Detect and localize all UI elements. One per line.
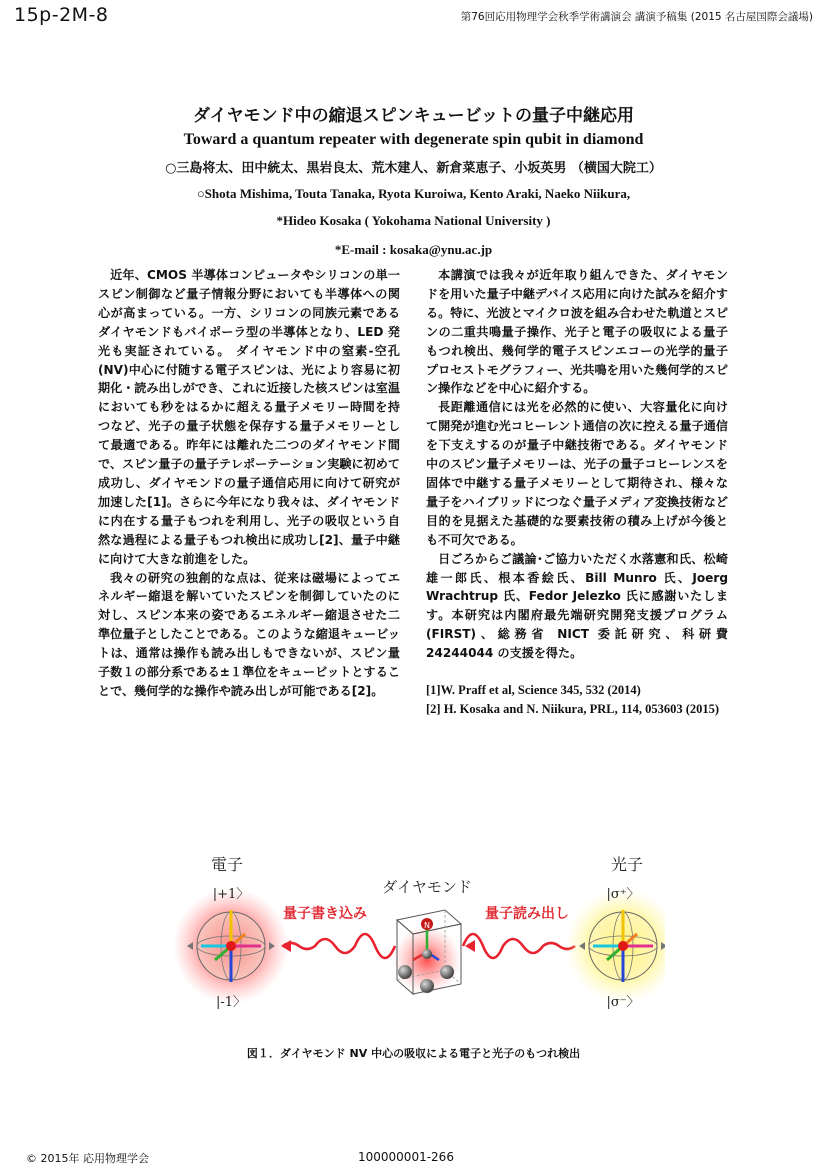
label-electron: 電子	[210, 855, 244, 874]
label-diamond: ダイヤモンド	[382, 878, 472, 896]
conference-header: 第76回応用物理学会秋季学術講演会 講演予稿集 (2015 名古屋国際会議場)	[460, 11, 813, 23]
diamond-nv-center	[393, 910, 461, 994]
photon-poincare-sphere	[565, 887, 665, 1010]
title-japanese: ダイヤモンド中の縮退スピンキュービットの量子中継応用	[193, 106, 634, 126]
label-quantum-write: 量子書き込み	[283, 906, 367, 922]
ket-plus-one: |+1〉	[212, 887, 250, 902]
arrow-right-icon	[465, 940, 475, 952]
footer-page-id: 100000001-266	[358, 1150, 454, 1164]
authors-english-line1: ○Shota Mishima, Touta Tanaka, Ryota Kuroiwa, Kento Araki, Naeko Niikura,	[196, 186, 631, 201]
contact-email: *E-mail : kosaka@ynu.ac.jp	[334, 242, 493, 257]
photon-wave-left	[283, 934, 395, 958]
nitrogen-label: N	[424, 921, 430, 930]
ket-minus-one: |-1〉	[215, 995, 247, 1010]
label-quantum-read: 量子読み出し	[485, 906, 569, 922]
ket-sigma-minus: |σ⁻〉	[606, 995, 640, 1010]
paragraph: 本講演では我々が近年取り組んできた、ダイヤモンドを用いた量子中継デバイス応用に向けた試みを紹介する。特に、光波とマイクロ波を組み合わせた軌道とスピンの二重共鳴量子操作、光子と電子の吸収による量子もつれ検出、幾何学的電子スピンエコーの光学的量子プロセストモグラフィー、光共鳴を用いた幾何学的スピン操作などを中心に紹介する。	[426, 268, 728, 396]
figure-caption: 図１．ダイヤモンド NV 中心の吸収による電子と光子のもつれ検出	[246, 1047, 581, 1060]
session-code: 15p-2M-8	[14, 4, 109, 26]
photon-wave-right	[463, 934, 575, 958]
paragraph: 近年、CMOS 半導体コンピュータやシリコンの単一スピン制御など量子情報分野においても半導体への関心が高まっている。一方、シリコンの同族元素であるダイヤモンドもバイポーラ型の半導体となり、LED 発光も実証されている。 ダイヤモンド中の窒素-空孔(NV)中心に付随する電子スピンは、光により容易に初期化・読み出しができ、これに近接した核スピンは室温においても秒をはるかに超える量子メモリー時間を持つなど、光子の量子状態を保存する量子メモリーとして最適である。昨年には離れた二つのダイヤモンド間で、スピン量子の量子テレポーテーション実験に初めて成功し、ダイヤモンドの量子通信応用に向けて研究が加速した[1]。さらに今年になり我々は、ダイヤモンドに内在する量子もつれを利用し、光子の吸収という自然な過程による量子もつれ検出に成功し[2]、量子中継に向けて大きな前進をした。	[98, 268, 400, 566]
ket-sigma-plus: |σ⁺〉	[606, 887, 640, 902]
body-column-right	[426, 266, 728, 719]
electron-bloch-sphere	[173, 887, 289, 1010]
body-column-left	[98, 266, 400, 701]
paragraph: 我々の研究の独創的な点は、従来は磁場によってエネルギー縮退を解いていたスピンを制御していたのに対し、スピン本来の姿であるエネルギー縮退させた二準位量子としたことである。このような縮退キュービットは、通常は操作も読み出しもできないが、スピン量子数１の部分系である±１準位をキュービットとすることで、幾何学的な操作や読み出しが可能である[2]。	[98, 570, 400, 698]
references	[426, 681, 728, 719]
figure-entanglement-diagram	[165, 848, 665, 1038]
label-photon: 光子	[610, 855, 644, 874]
authors-english-line2: *Hideo Kosaka ( Yokohama National University )	[276, 213, 551, 228]
footer-copyright: © 2015年 応用物理学会	[26, 1152, 149, 1165]
reference-item: [2] H. Kosaka and N. Niikura, PRL, 114, 053603 (2015)	[426, 702, 720, 717]
paragraph: 日ごろからご議論･ご協力いただく水落憲和氏、松崎雄一郎氏、根本香絵氏、Bill Munro 氏、Joerg Wrachtrup 氏、Fedor Jelezko 氏に感謝いたします。本研究は内閣府最先端研究開発支援プログラム(FIRST)、総務省 NICT 委託研究、科研費 24244044 の支援を得た。	[426, 551, 728, 661]
title-english: Toward a quantum repeater with degenerate spin qubit in diamond	[183, 131, 644, 148]
reference-item: [1]W. Praff et al, Science 345, 532 (2014)	[426, 683, 641, 698]
paragraph: 長距離通信には光を必然的に使い、大容量化に向けて開発が進む光コヒーレント通信の次に控える量子通信を下支えするのが量子中継技術である。ダイヤモンド中のスピン量子メモリーは、光子の量子コヒーレンスを固体で中継する量子メモリーとして期待され、様々な量子をハイブリッドにつなぐ量子メディア変換技術など目的を見据えた基礎的な要素技術の積み上げが今後とも不可欠である。	[426, 400, 728, 547]
authors-japanese: ○三島将太、田中統太、黒岩良太、荒木建人、新倉菜恵子、小坂英男 （横国大院工）	[165, 161, 662, 176]
